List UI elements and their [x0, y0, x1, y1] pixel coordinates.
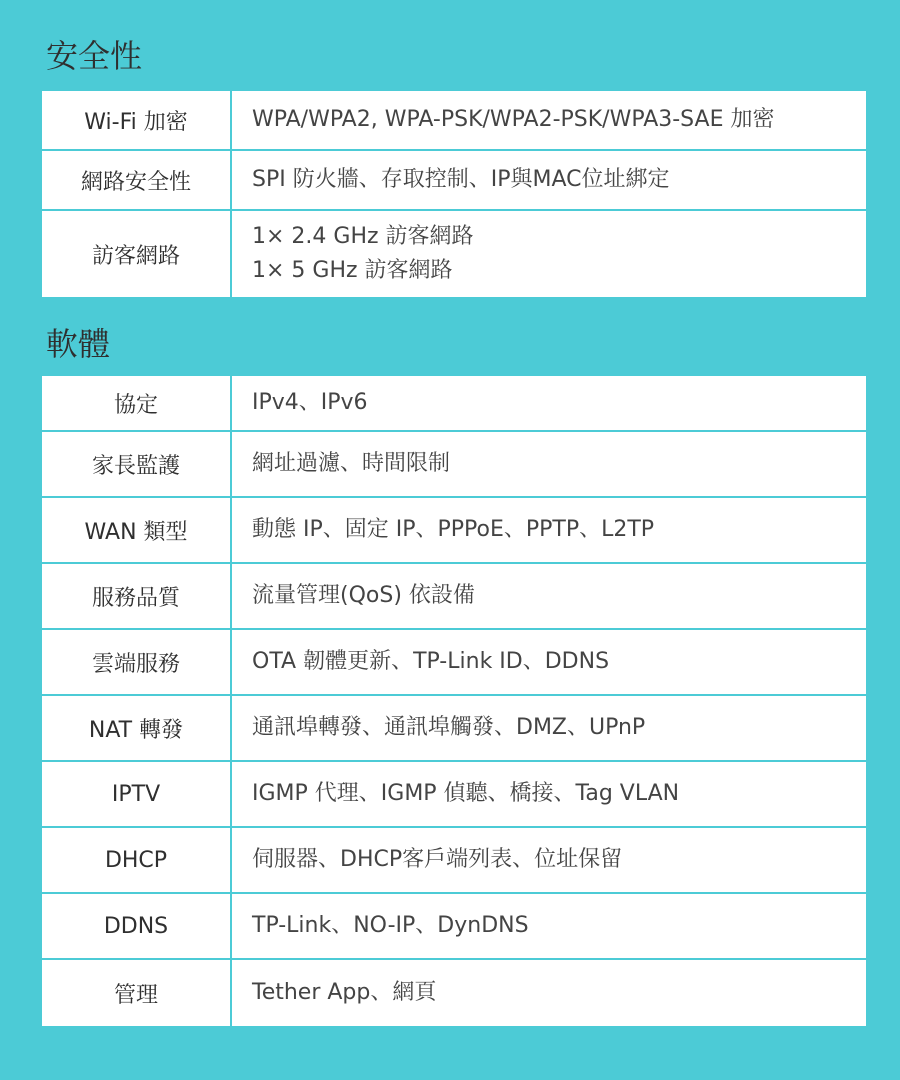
table-row — [41, 90, 867, 150]
software-spec-table — [40, 374, 868, 1028]
spec-value — [231, 375, 867, 431]
table-row — [41, 761, 867, 827]
spec-label: DDNS — [41, 893, 231, 959]
spec-value — [231, 761, 867, 827]
spec-value-line: TP-Link、NO-IP、DynDNS — [252, 913, 529, 938]
spec-value-line: IGMP 代理、IGMP 偵聽、橋接、Tag VLAN — [252, 781, 680, 806]
spec-value — [231, 695, 867, 761]
spec-value-line: Tether App、網頁 — [252, 980, 437, 1005]
spec-label: 管理 — [41, 959, 231, 1027]
table-row — [41, 431, 867, 497]
spec-value-line: IPv4、IPv6 — [252, 390, 368, 415]
spec-label: 訪客網路 — [41, 210, 231, 298]
table-row — [41, 375, 867, 431]
spec-value-line: 動態 IP、固定 IP、PPPoE、PPTP、L2TP — [252, 517, 655, 542]
spec-label: 協定 — [41, 375, 231, 431]
spec-value-line: 網址過濾、時間限制 — [252, 451, 451, 476]
table-row — [41, 827, 867, 893]
spec-label: 家長監護 — [41, 431, 231, 497]
table-row — [41, 150, 867, 210]
table-row — [41, 893, 867, 959]
spec-value — [231, 90, 867, 150]
spec-value — [231, 563, 867, 629]
spec-value-line: 伺服器、DHCP客戶端列表、位址保留 — [252, 847, 623, 872]
spec-label: IPTV — [41, 761, 231, 827]
section-title-security: 安全性 — [46, 37, 143, 75]
spec-value — [231, 959, 867, 1027]
spec-label: 服務品質 — [41, 563, 231, 629]
spec-value-line: SPI 防火牆、存取控制、IP與MAC位址綁定 — [252, 167, 670, 192]
table-row — [41, 497, 867, 563]
table-row — [41, 959, 867, 1027]
table-row — [41, 695, 867, 761]
spec-label: WAN 類型 — [41, 497, 231, 563]
spec-label: DHCP — [41, 827, 231, 893]
spec-value-line: 通訊埠轉發、通訊埠觸發、DMZ、UPnP — [252, 715, 646, 740]
spec-value-line: 1× 2.4 GHz 訪客網路 — [252, 224, 474, 249]
spec-value — [231, 210, 867, 298]
spec-value — [231, 150, 867, 210]
security-spec-table — [40, 89, 868, 299]
table-row — [41, 563, 867, 629]
spec-value — [231, 893, 867, 959]
spec-value — [231, 431, 867, 497]
spec-label: Wi-Fi 加密 — [41, 90, 231, 150]
spec-label: 雲端服務 — [41, 629, 231, 695]
spec-value-line: WPA/WPA2, WPA-PSK/WPA2-PSK/WPA3-SAE 加密 — [252, 107, 775, 132]
spec-value-line: 1× 5 GHz 訪客網路 — [252, 258, 453, 283]
spec-value — [231, 497, 867, 563]
spec-value-line: 流量管理(QoS) 依設備 — [252, 583, 475, 608]
table-row — [41, 629, 867, 695]
spec-value-line: OTA 韌體更新、TP-Link ID、DDNS — [252, 649, 610, 674]
spec-value — [231, 827, 867, 893]
spec-label: NAT 轉發 — [41, 695, 231, 761]
section-title-software: 軟體 — [46, 325, 111, 363]
spec-value — [231, 629, 867, 695]
table-row — [41, 210, 867, 298]
spec-label: 網路安全性 — [41, 150, 231, 210]
